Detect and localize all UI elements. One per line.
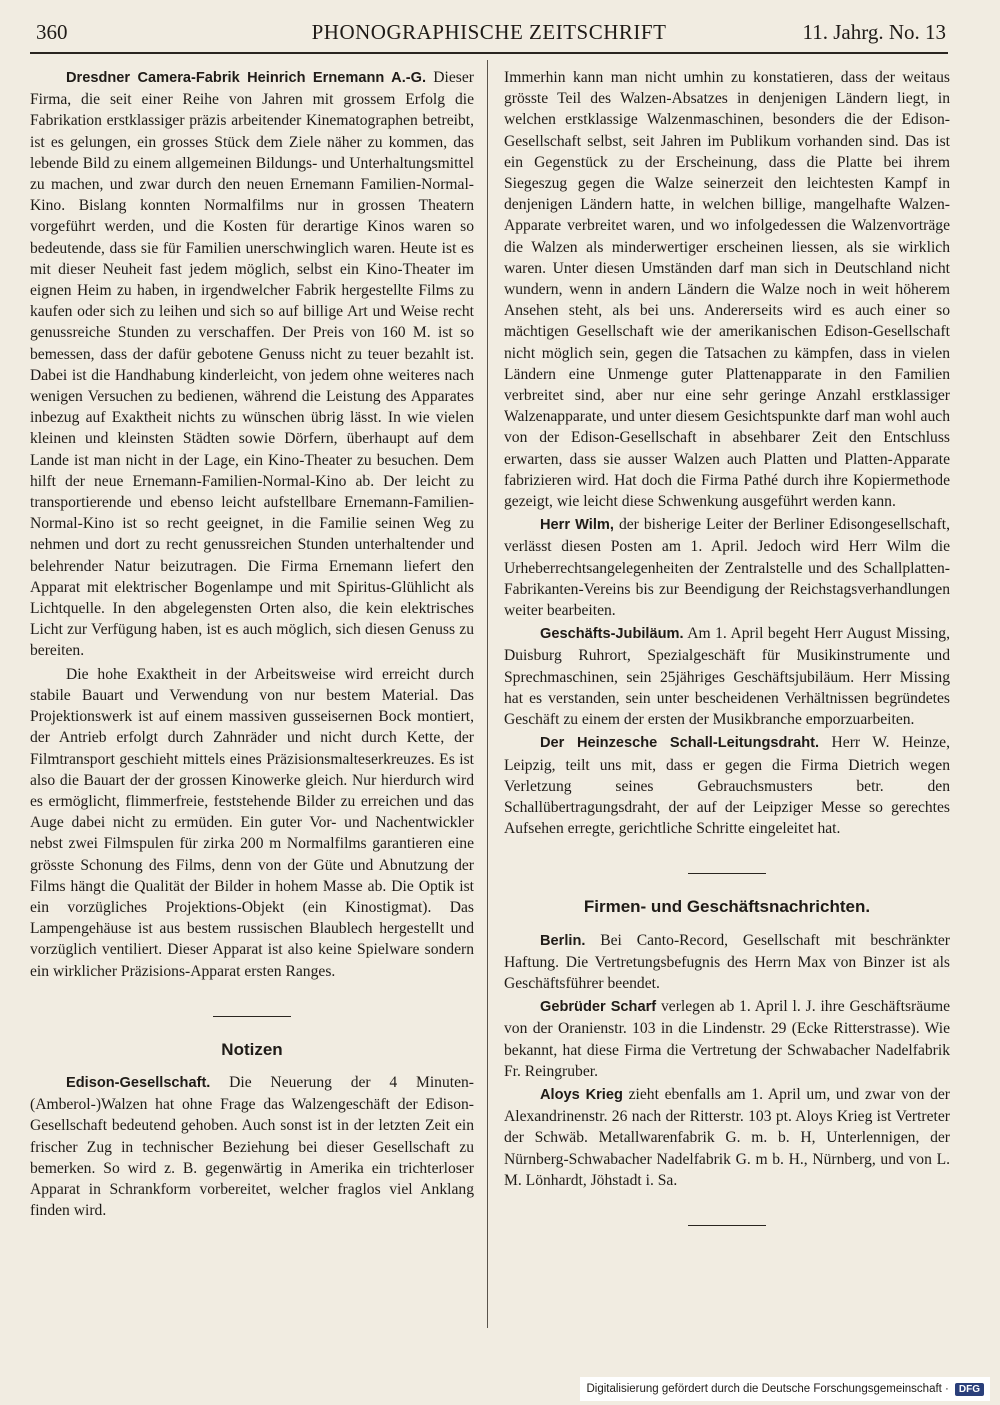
issue-label: 11. Jahrg. No. 13 [802,20,946,44]
article-heading-heinze: Der Heinzesche Schall-Leitungsdraht. [540,735,820,752]
article-text: zieht ebenfalls am 1. April um, und zwar von der Alexandrinenstr. 26 nach der Ritterstr. 103 pt. Aloys Krieg ist Vertreter der Schwäb. Metallwarenfabrik G. m. b. H, Unterlennigen, der Nürnberg-Schwabacher Nadelfabrik G. m b. H., Nürnberg, und von L. M. Lönhardt, Jöhstadt i. Sa. [504,1085,950,1189]
article-heading-jubilaeum: Geschäfts-Jubiläum. [540,626,684,643]
journal-title: PHONOGRAPHISCHE ZEITSCHRIFT [311,20,667,44]
article-heading-scharf: Gebrüder Scharf [540,999,657,1016]
article-text: Dieser Firma, die seit einer Reihe von Jahren mit grossem Erfolg die Fabrikation erstklassiger präzis arbeitender Kinematographen betreibt, ist es gelungen, ein grosses Stück dem Ziele näher zu kommen, das lebende Bild zu einem allgemeinen Bildungs- und Unterhaltungsmittel zu machen, und zwar durch den neuen Ernemann Familien-Normal-Kino. Bislang konnten Normalfilms nur in grossen Theatern vorgeführt werden, und die Kosten für derartige Kinos waren so bedeutende, dass sie für Familien unerschwinglich waren. Heute ist es mit dieser Neuheit fast jedem möglich, selbst ein Kino-Theater im eignen Heim zu haben, in irgendwelcher Fabrik hergestellte Films zu kaufen oder sich zu leihen und sich so auf billige Art und Weise recht genussreiche Stunden zu verschaffen. Der Preis von 160 M. ist so bemessen, dass der dafür gebotene Genuss nicht zu teuer bezahlt ist. Dabei ist die Handhabung kinderleicht, von jedem ohne weiteres nach wenigen Versuchen zu bedienen, während die Leistung des Apparates inbezug auf Exaktheit nichts zu wünschen übrig lässt. In wie vielen kleinen und kleinsten Städten sowie Dörfern, überhaupt auf dem Lande ist man nicht in der Lage, ein Kino-Theater zu besuchen. Dem hilft der neue Ernemann-Familien-Normal-Kino ab. Der leicht zu transportierende und ebenso leicht aufstellbare Ernemann-Familien-Normal-Kino ist so recht geeignet, in die Familie seinen Weg zu nehmen und dort zu recht genussreichen Stunden unterhaltender und belehrender Natur beizutragen. Die Firma Ernemann liefert den Apparat mit elektrischer Bogenlampe und mit Spiritus-Glühlicht als Lichtquelle. In den abgelegensten Orten also, die kein elektrisches Licht zur Verfügung haben, ist es auch möglich, sich diesen Genuss zu bereiten. [30,69,474,660]
article-scharf [504,996,950,1082]
page-header [30,20,948,54]
article-krieg [504,1084,950,1191]
column-divider [487,60,488,1328]
article-text: der bisherige Leiter der Berliner Edisongesellschaft, verlässt diesen Posten am 1. April. Jedoch wird Herr Wilm die Urheberrechtsangelegenheiten der Zentralstelle und des Schallplatten-Fabrikanten-Vereins bis zur Beendigung der Reichstagsverhandlungen weiter bearbeiten. [504,516,950,620]
article-heading-ernemann: Dresdner Camera-Fabrik Heinrich Ernemann A.-G. [66,70,427,86]
section-rule-end [688,1225,766,1226]
article-edison-continued [504,67,950,512]
left-column [30,67,474,1223]
article-text: Immerhin kann man nicht umhin zu konstatieren, dass der weitaus grösste Teil des Walzen-Absatzes in denjenigen Ländern liegt, in welchen erstklassige Walzenmaschinen, besonders die der Edison-Gesellschaft selbst, seit Jahren im Publikum vorhanden sind. Das ist ein Gegenstück zu der Erscheinung, dass die Platte bei ihrem Siegeszug gegen die Walze seinerzeit den leichtesten Kampf in denjenigen Ländern hatte, in welchen billige, mangelhafte Walzen-Apparate verbreitet waren, und wo infolgedessen die Walzenvorträge die Walzen als minderwertiger erscheinen liessen, als sie wirklich waren. Unter diesen Umständen darf man sich in Deutschland nicht wundern, wenn in andern Ländern die Walze noch in weit höherem Ansehen steht, als bei uns. Andererseits wird es auch einer so mächtigen Gesellschaft wie der amerikanischen Edison-Gesellschaft nicht möglich sein, gegen die Tatsachen zu kämpfen, dass in vielen Ländern eine Unmenge guter Plattenapparate in den Familien verbreitet sind, aber nur eine sehr geringe Anzahl erstklassiger Walzenapparate, und unter diesem Gesichtspunkte darf man wohl auch von der Edison-Gesellschaft in absehbarer Zeit den Entschluss erwarten, dass sie ausser Walzen auch Platten und Platten-Apparate fabrizieren wird. Hat doch die Firma Pathé durch ihre Kopiermethode gezeigt, wie leicht diese Schwenkung ausgeführt werden kann. [504,69,950,511]
section-rule [688,873,766,874]
article-text: verlegen ab 1. April l. J. ihre Geschäftsräume von der Oranienstr. 103 in die Lindenstr. 29 (Ecke Ritterstrasse). Wie bekannt, hat diese Firma die Vertretung der Schwabacher Nadelfabrik Fr. Reingruber. [504,998,950,1080]
article-berlin [504,930,950,995]
right-column [504,67,950,1248]
article-text: Die Neuerung der 4 Minuten-(Amberol-)Walzen hat ohne Frage das Walzengeschäft der Edison-Gesellschaft bedeutend gehoben. Auch sonst ist in der letzten Zeit ein frischer Zug in technischer Beziehung bei dieser Gesellschaft zu bemerken. So wird z. B. gegenwärtig in Amerika ein trichterloser Apparat in Schrankform vorbereitet, welcher fraglos viel Anklang finden wird. [30,1073,474,1220]
article-heading-wilm: Herr Wilm, [540,517,614,534]
article-text: Die hohe Exaktheit in der Arbeitsweise wird erreicht durch stabile Bauart und Verwendung von nur bestem Material. Das Projektionswerk ist auf einem massiven gusseisernen Bock montiert, der Antrieb erfolgt durch Zahnräder und nicht durch Kette, der Filmtransport geschieht mittels eines Präzisionsmalteserkreuzes. Es ist also die Bauart der der grossen Kinowerke gleich. Nur hierdurch wird es ermöglicht, flimmerfreie, feststehende Bilder zu erreichen und das Auge dabei nicht zu ermüden. Ein guter Vor- und Nachentwickler nebst zwei Filmspulen für zirka 200 m Normalfilms garantieren eine grösste Schonung des Films, denn von der Güte und Abnutzung der Films hängt die Qualität der Bilder in hohem Masse ab. Die Optik ist ein vorzügliches Projektions-Objekt (ein Kinostigmat). Das Lampengehäuse ist aus bestem russischen Blaublech hergestellt und vorzüglich ventiliert. Dieser Apparat ist also keine Spielware sondern ein wirklicher Präzisions-Apparat ersten Ranges. [30,665,474,980]
article-text: Bei Canto-Record, Gesellschaft mit beschränkter Haftung. Die Vertretungsbefugnis des Herrn Max von Binzer ist als Geschäftsführer beendet. [504,931,950,992]
page-number: 360 [36,20,68,44]
article-jubilaeum [504,623,950,730]
article-wilm [504,514,950,621]
article-heading-edison: Edison-Gesellschaft. [66,1074,211,1091]
digitization-footer [580,1377,990,1401]
article-text: Herr W. Heinze, Leipzig, teilt uns mit, dass er gegen die Firma Dietrich wegen Verletzung seines Gebrauchsmusters betr. den Schallübertragungsdraht, der auf der Leipziger Messe so gerechtes Aufsehen erregte, gerichtliche Schritte eingeleitet hat. [504,734,950,838]
section-title-notizen: Notizen [221,1039,283,1059]
article-heading-berlin: Berlin. [540,932,586,949]
article-ernemann-p1 [30,67,474,662]
section-rule [213,1016,291,1017]
dfg-logo-icon: DFG [955,1383,984,1396]
section-title-firmen: Firmen- und Geschäftsnachrichten. [583,897,871,917]
article-ernemann-p2 [30,664,474,982]
article-heading-krieg: Aloys Krieg [540,1086,623,1103]
footer-text: Digitalisierung gefördert durch die Deutsche Forschungsgemeinschaft · [586,1383,949,1395]
article-heinze [504,732,950,839]
article-text: Am 1. April begeht Herr August Missing, Duisburg Ruhrort, Spezialgeschäft für Musikinstrumente und Sprechmaschinen, sein 25jähriges Geschäftsjubiläum. Herr Missing hat es verstanden, sein unter bescheidenen Verhältnissen begründetes Geschäft zu einem der ersten der Musikbranche emporzuarbeiten. [504,625,950,729]
article-edison [30,1072,474,1221]
